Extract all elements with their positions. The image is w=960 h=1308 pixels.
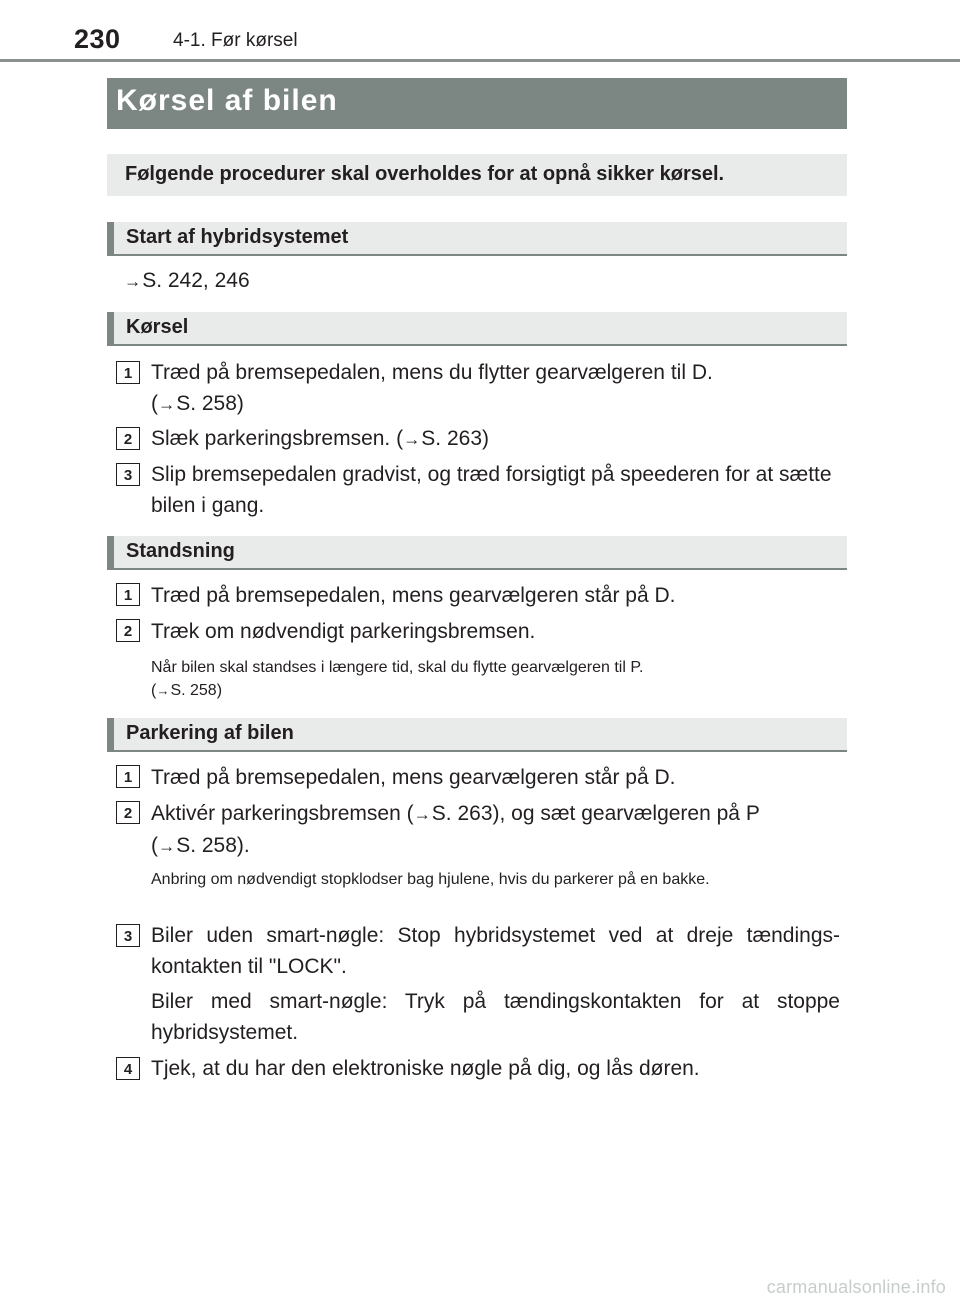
parking-step-4: Tjek, at du har den elektroniske nøgle på dig, og lås døren. <box>151 1057 700 1080</box>
start-reference-text: S. 242, 246 <box>142 269 250 292</box>
stopping-step-2: Træk om nødvendigt parkeringsbremsen. <box>151 620 536 643</box>
right-arrow-icon: → <box>124 271 142 291</box>
parking-step-1: Træd på bremsepedalen, mens gearvælgeren står på D. <box>151 766 676 789</box>
step-number-badge: 1 <box>116 583 140 606</box>
driving-step-1: Træd på bremsepedalen, mens du flytter gearvælgeren til D. (→S. 258) <box>151 361 713 415</box>
step-text: Træd på bremsepedalen, mens du flytter gearvælgeren til D. <box>151 361 713 384</box>
page-reference[interactable]: S. 258) <box>176 392 244 415</box>
step-number-badge: 3 <box>116 924 140 947</box>
step-number-badge: 3 <box>116 463 140 486</box>
start-reference[interactable] <box>124 265 813 297</box>
page-title: Kørsel af bilen <box>107 78 847 129</box>
page-number: 230 <box>74 24 121 54</box>
chapter-label: 4-1. Før kørsel <box>173 30 298 51</box>
right-arrow-icon: → <box>158 836 176 856</box>
page-reference[interactable]: S. 258) <box>170 682 223 699</box>
step-number-badge: 1 <box>116 765 140 788</box>
stopping-note: Når bilen skal standses i længere tid, skal du flytte gearvælgeren til P. (→S. 258) <box>151 659 644 699</box>
page-reference[interactable]: S. 263) <box>421 427 490 450</box>
step-number-badge: 4 <box>116 1057 140 1080</box>
step-number-badge: 2 <box>116 801 140 824</box>
page-reference[interactable]: S. 263), og sæt gearvælgeren på P <box>431 802 760 825</box>
parking-step-2: Aktivér parkeringsbremsen (→S. 263), og sæt gearvælgeren på P (→S. 258). <box>151 802 760 857</box>
driving-step-3: Slip bremsepedalen gradvist, og træd forsigtigt på speederen for at sætte bilen i gang. <box>151 463 832 517</box>
right-arrow-icon: → <box>158 394 176 414</box>
page-reference[interactable]: S. 258). <box>176 834 250 857</box>
step-number-badge: 2 <box>116 619 140 642</box>
section-heading-stopping: Standsning <box>107 536 847 570</box>
section-heading-start: Start af hybridsystemet <box>107 222 847 256</box>
intro-text: Følgende procedurer skal overholdes for at opnå sikker kørsel. <box>107 154 847 196</box>
step-number-badge: 2 <box>116 427 140 450</box>
stopping-step-1: Træd på bremsepedalen, mens gearvælgeren står på D. <box>151 584 676 607</box>
parking-step-3-alt: Biler med smart-nøgle: Tryk på tændingskontakten for at stoppe hybridsystemet. <box>151 990 840 1044</box>
parking-step-3: Biler uden smart-nøgle: Stop hybridsystemet ved at dreje tændings-kontakten til "LOCK". <box>151 924 840 978</box>
section-heading-parking: Parkering af bilen <box>107 718 847 752</box>
step-number-badge: 1 <box>116 361 140 384</box>
watermark: carmanualsonline.info <box>766 1277 946 1297</box>
header-divider <box>0 59 960 62</box>
parking-note: Anbring om nødvendigt stopklodser bag hjulene, hvis du parkerer på en bakke. <box>151 871 710 888</box>
right-arrow-icon: → <box>403 429 421 449</box>
right-arrow-icon: → <box>156 683 170 698</box>
right-arrow-icon: → <box>413 804 431 824</box>
driving-step-2: Slæk parkeringsbremsen. (→S. 263) <box>151 427 490 450</box>
section-heading-driving: Kørsel <box>107 312 847 346</box>
